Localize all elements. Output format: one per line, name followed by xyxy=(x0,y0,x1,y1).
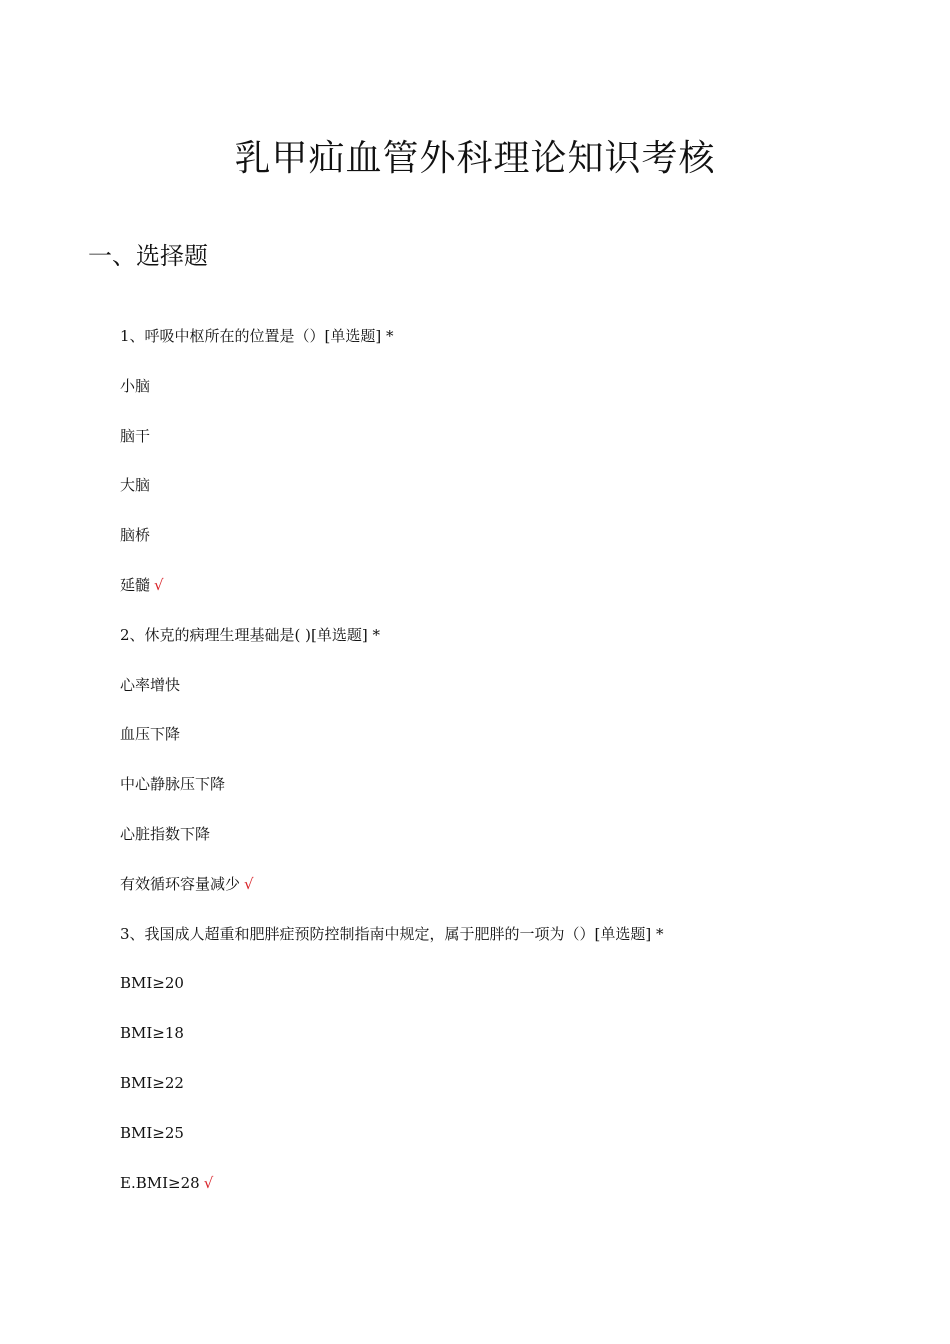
option-text: 延髓 xyxy=(120,575,151,594)
option-text: BMI≥25 xyxy=(120,1123,184,1142)
checkmark-icon: √ xyxy=(244,874,254,893)
answer-option xyxy=(120,1069,900,1119)
answer-option xyxy=(120,471,900,521)
option-text: 有效循环容量减少 xyxy=(120,874,241,893)
answer-option xyxy=(120,720,900,770)
option-text: BMI≥20 xyxy=(120,974,184,993)
answer-option xyxy=(120,1119,900,1169)
question-list xyxy=(120,322,900,1218)
option-text: 心脏指数下降 xyxy=(120,824,211,843)
question-stem: 3、我国成人超重和肥胖症预防控制指南中规定，属于肥胖的一项为（）[单选题] * xyxy=(120,924,664,943)
answer-option xyxy=(120,820,900,870)
section-heading: 一、选择题 xyxy=(88,242,208,270)
checkmark-icon: √ xyxy=(154,575,164,594)
answer-option xyxy=(120,1019,900,1069)
option-text: 小脑 xyxy=(120,376,151,395)
option-text: E.BMI≥28 xyxy=(120,1173,200,1192)
option-text: 心率增快 xyxy=(120,675,181,694)
option-text: 大脑 xyxy=(120,476,151,495)
answer-option-correct xyxy=(120,1169,900,1219)
answer-option xyxy=(120,770,900,820)
answer-option-correct xyxy=(120,571,900,621)
answer-option-correct xyxy=(120,870,900,920)
answer-option xyxy=(120,969,900,1019)
answer-option xyxy=(120,521,900,571)
option-text: 血压下降 xyxy=(120,725,181,744)
answer-option xyxy=(120,422,900,472)
option-text: BMI≥22 xyxy=(120,1073,184,1092)
question-stem: 1、呼吸中枢所在的位置是（）[单选题] * xyxy=(120,327,394,345)
option-text: 中心静脉压下降 xyxy=(120,775,226,794)
answer-option xyxy=(120,372,900,422)
option-text: 脑干 xyxy=(120,426,151,445)
checkmark-icon: √ xyxy=(203,1173,214,1192)
option-text: BMI≥18 xyxy=(120,1024,184,1043)
page-title: 乳甲疝血管外科理论知识考核 xyxy=(234,138,716,179)
answer-option xyxy=(120,671,900,721)
option-text: 脑桥 xyxy=(120,526,151,545)
question-stem: 2、休克的病理生理基础是( )[单选题] * xyxy=(120,625,380,644)
